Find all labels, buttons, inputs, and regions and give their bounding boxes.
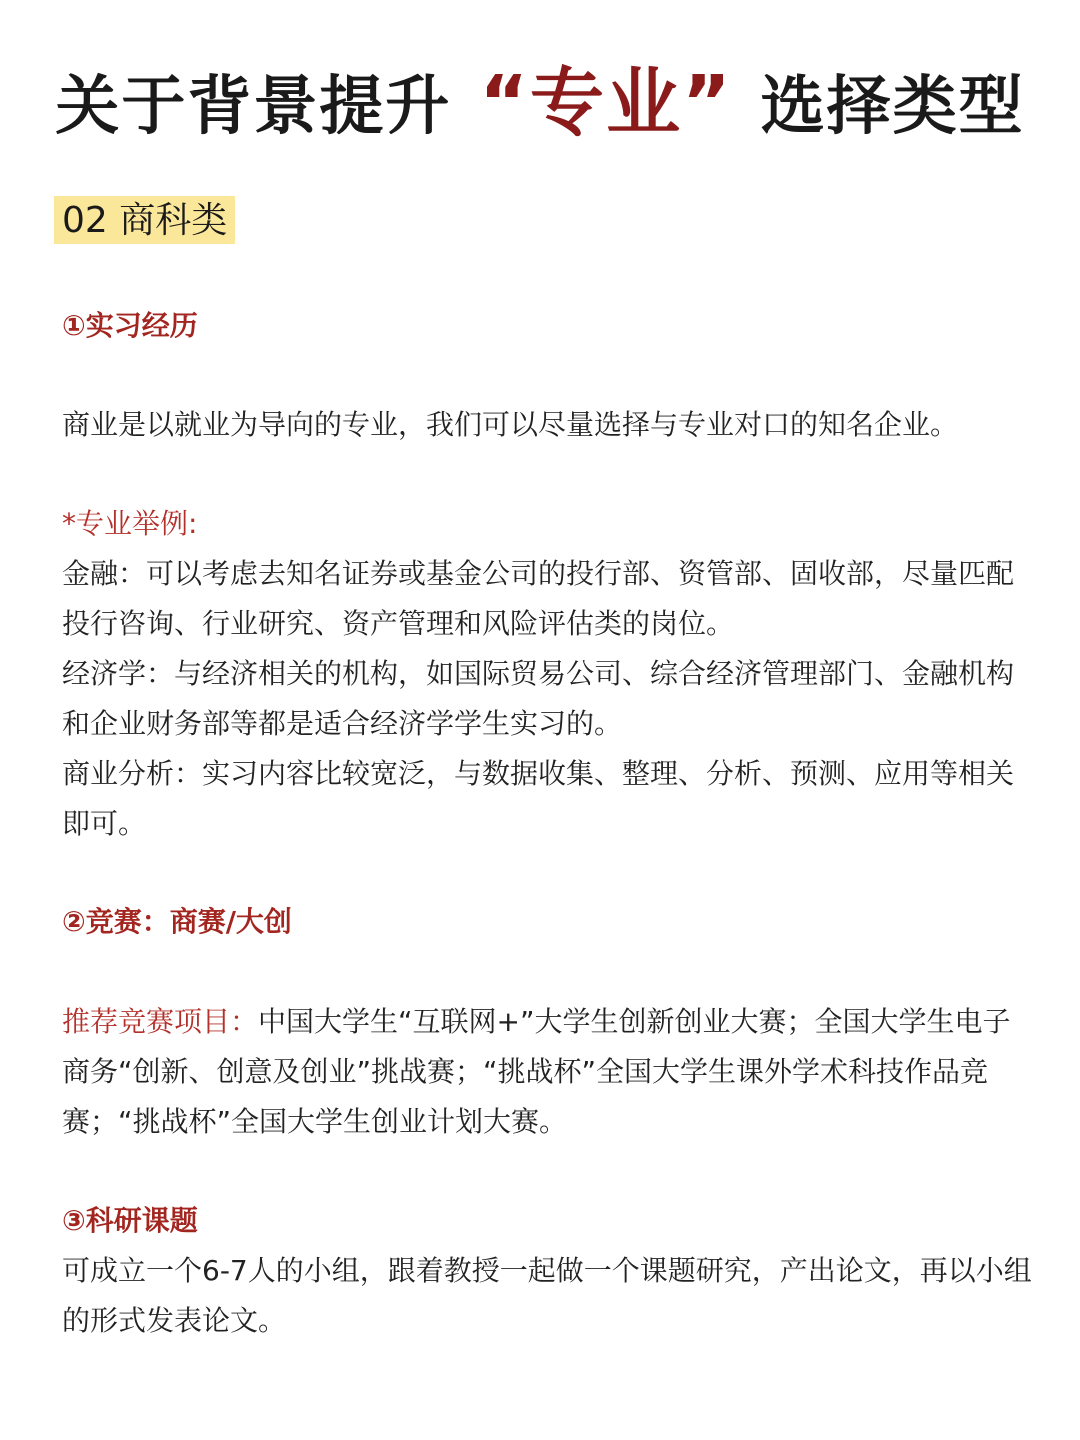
page-title: [0, 48, 1080, 162]
competition-rec-text: 中国大学生“互联网+”大学生创新创业大赛；全国大学生电子商务“创新、创意及创业”挑战赛；“挑战杯”全国大学生课外学术科技作品竞赛；“挑战杯”全国大学生创业计划大赛。: [62, 1005, 1011, 1138]
examples-label: *专业举例:: [62, 507, 198, 540]
section-tag: 02 商科类: [54, 196, 235, 244]
competition-rec-label: 推荐竞赛项目：: [62, 1005, 259, 1038]
title-accent: “专业”: [479, 60, 733, 146]
competition-heading: ②竞赛：商赛/大创: [62, 905, 292, 938]
example-finance: 金融：可以考虑去知名证券或基金公司的投行部、资管部、固收部，尽量匹配投行咨询、行业研究、资产管理和风险评估类的岗位。: [62, 557, 1015, 640]
title-before: 关于背景提升: [55, 70, 452, 144]
internship-intro-text: 商业是以就业为导向的专业，我们可以尽量选择与专业对口的知名企业。: [62, 408, 959, 441]
internship-heading: ①实习经历: [62, 309, 198, 342]
competition-text: [62, 997, 1032, 1147]
example-analytics: 商业分析：实习内容比较宽泛，与数据收集、整理、分析、预测、应用等相关即可。: [62, 757, 1015, 840]
internship-intro: [62, 400, 1032, 450]
title-after: 选择类型: [760, 70, 1025, 144]
example-economics: 经济学：与经济相关的机构，如国际贸易公司、综合经济管理部门、金融机构和企业财务部等都是适合经济学学生实习的。: [62, 657, 1015, 740]
research-body: [62, 1246, 1032, 1346]
research-text: 可成立一个6-7人的小组，跟着教授一起做一个课题研究，产出论文，再以小组的形式发表论文。: [62, 1254, 1032, 1337]
internship-examples: [62, 499, 1032, 849]
competition-body: [62, 997, 1032, 1147]
research-heading: ③科研课题: [62, 1204, 198, 1237]
